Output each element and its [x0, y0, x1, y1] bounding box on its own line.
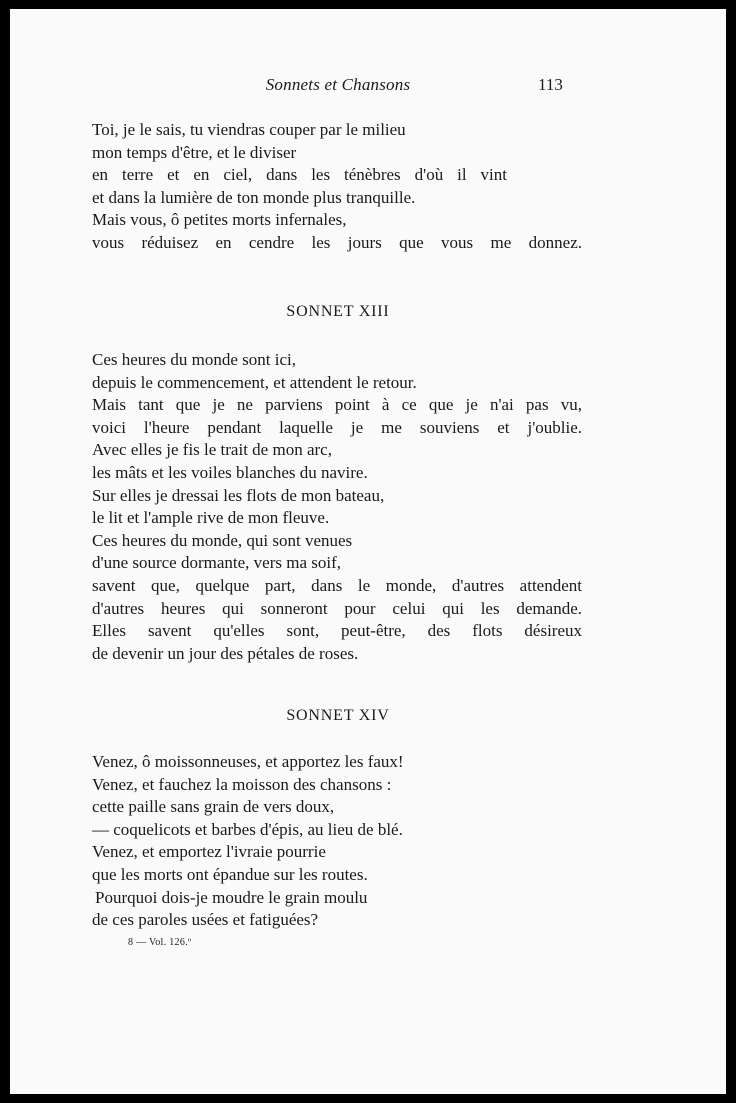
sonnet-13-stanza: [92, 349, 582, 665]
running-title: Sonnets et Chansons: [265, 75, 411, 94]
verse-line: vous réduisez en cendre les jours que vous me donnez.: [92, 232, 582, 252]
verse-line: d'autres heures qui sonneront pour celui qui les demande.: [92, 598, 582, 618]
verse-line: le lit et l'ample rive de mon fleuve.: [92, 508, 330, 528]
verse-line: les mâts et les voiles blanches du navire.: [92, 462, 368, 482]
sonnet-13-title: SONNET XIII: [286, 303, 390, 320]
verse-line: Ces heures du monde, qui sont venues: [92, 530, 353, 550]
verse-line: cette paille sans grain de vers doux,: [92, 797, 335, 817]
verse-line: Mais tant que je ne parviens point à ce que je n'ai pas vu,: [92, 395, 582, 415]
verse-line: Venez, et fauchez la moisson des chansons :: [92, 774, 392, 794]
book-page: [10, 9, 726, 1094]
verse-line: d'une source dormante, vers ma soif,: [92, 553, 342, 573]
verse-line: et dans la lumière de ton monde plus tranquille.: [92, 187, 416, 207]
verse-line: — coquelicots et barbes d'épis, au lieu de blé.: [92, 819, 403, 839]
verse-line: savent que, quelque part, dans le monde, d'autres attendent: [92, 575, 582, 595]
verse-line: Venez, ô moissonneuses, et apportez les faux!: [92, 752, 404, 771]
page-number: 113: [538, 75, 563, 94]
continuation-stanza: [92, 119, 582, 255]
printer-signature: 8 — Vol. 126.º: [128, 937, 192, 948]
verse-line: Pourquoi dois-je moudre le grain moulu: [95, 887, 368, 907]
verse-line: de ces paroles usées et fatiguées?: [92, 910, 319, 930]
verse-line: Avec elles je fis le trait de mon arc,: [92, 440, 332, 460]
verse-line: Sur elles je dressai les flots de mon bateau,: [92, 485, 385, 505]
verse-line: Toi, je le sais, tu viendras couper par le milieu: [92, 120, 406, 139]
verse-line: Venez, et emportez l'ivraie pourrie: [92, 842, 326, 862]
verse-line: depuis le commencement, et attendent le retour.: [92, 372, 417, 392]
sonnet-14-stanza: [92, 751, 582, 932]
verse-line: en terre et en ciel, dans les ténèbres d'où il vint: [92, 165, 507, 185]
verse-line: Ces heures du monde sont ici,: [92, 350, 296, 369]
sonnet-14-title: SONNET XIV: [286, 707, 390, 724]
verse-line: mon temps d'être, et le diviser: [92, 142, 297, 162]
verse-line: Elles savent qu'elles sont, peut-être, des flots désireux: [92, 621, 582, 641]
verse-line: de devenir un jour des pétales de roses.: [92, 643, 359, 663]
verse-line: Mais vous, ô petites morts infernales,: [92, 210, 347, 230]
verse-line: voici l'heure pendant laquelle je me souviens et j'oublie.: [92, 417, 582, 437]
verse-line: que les morts ont épandue sur les routes.: [92, 864, 368, 884]
